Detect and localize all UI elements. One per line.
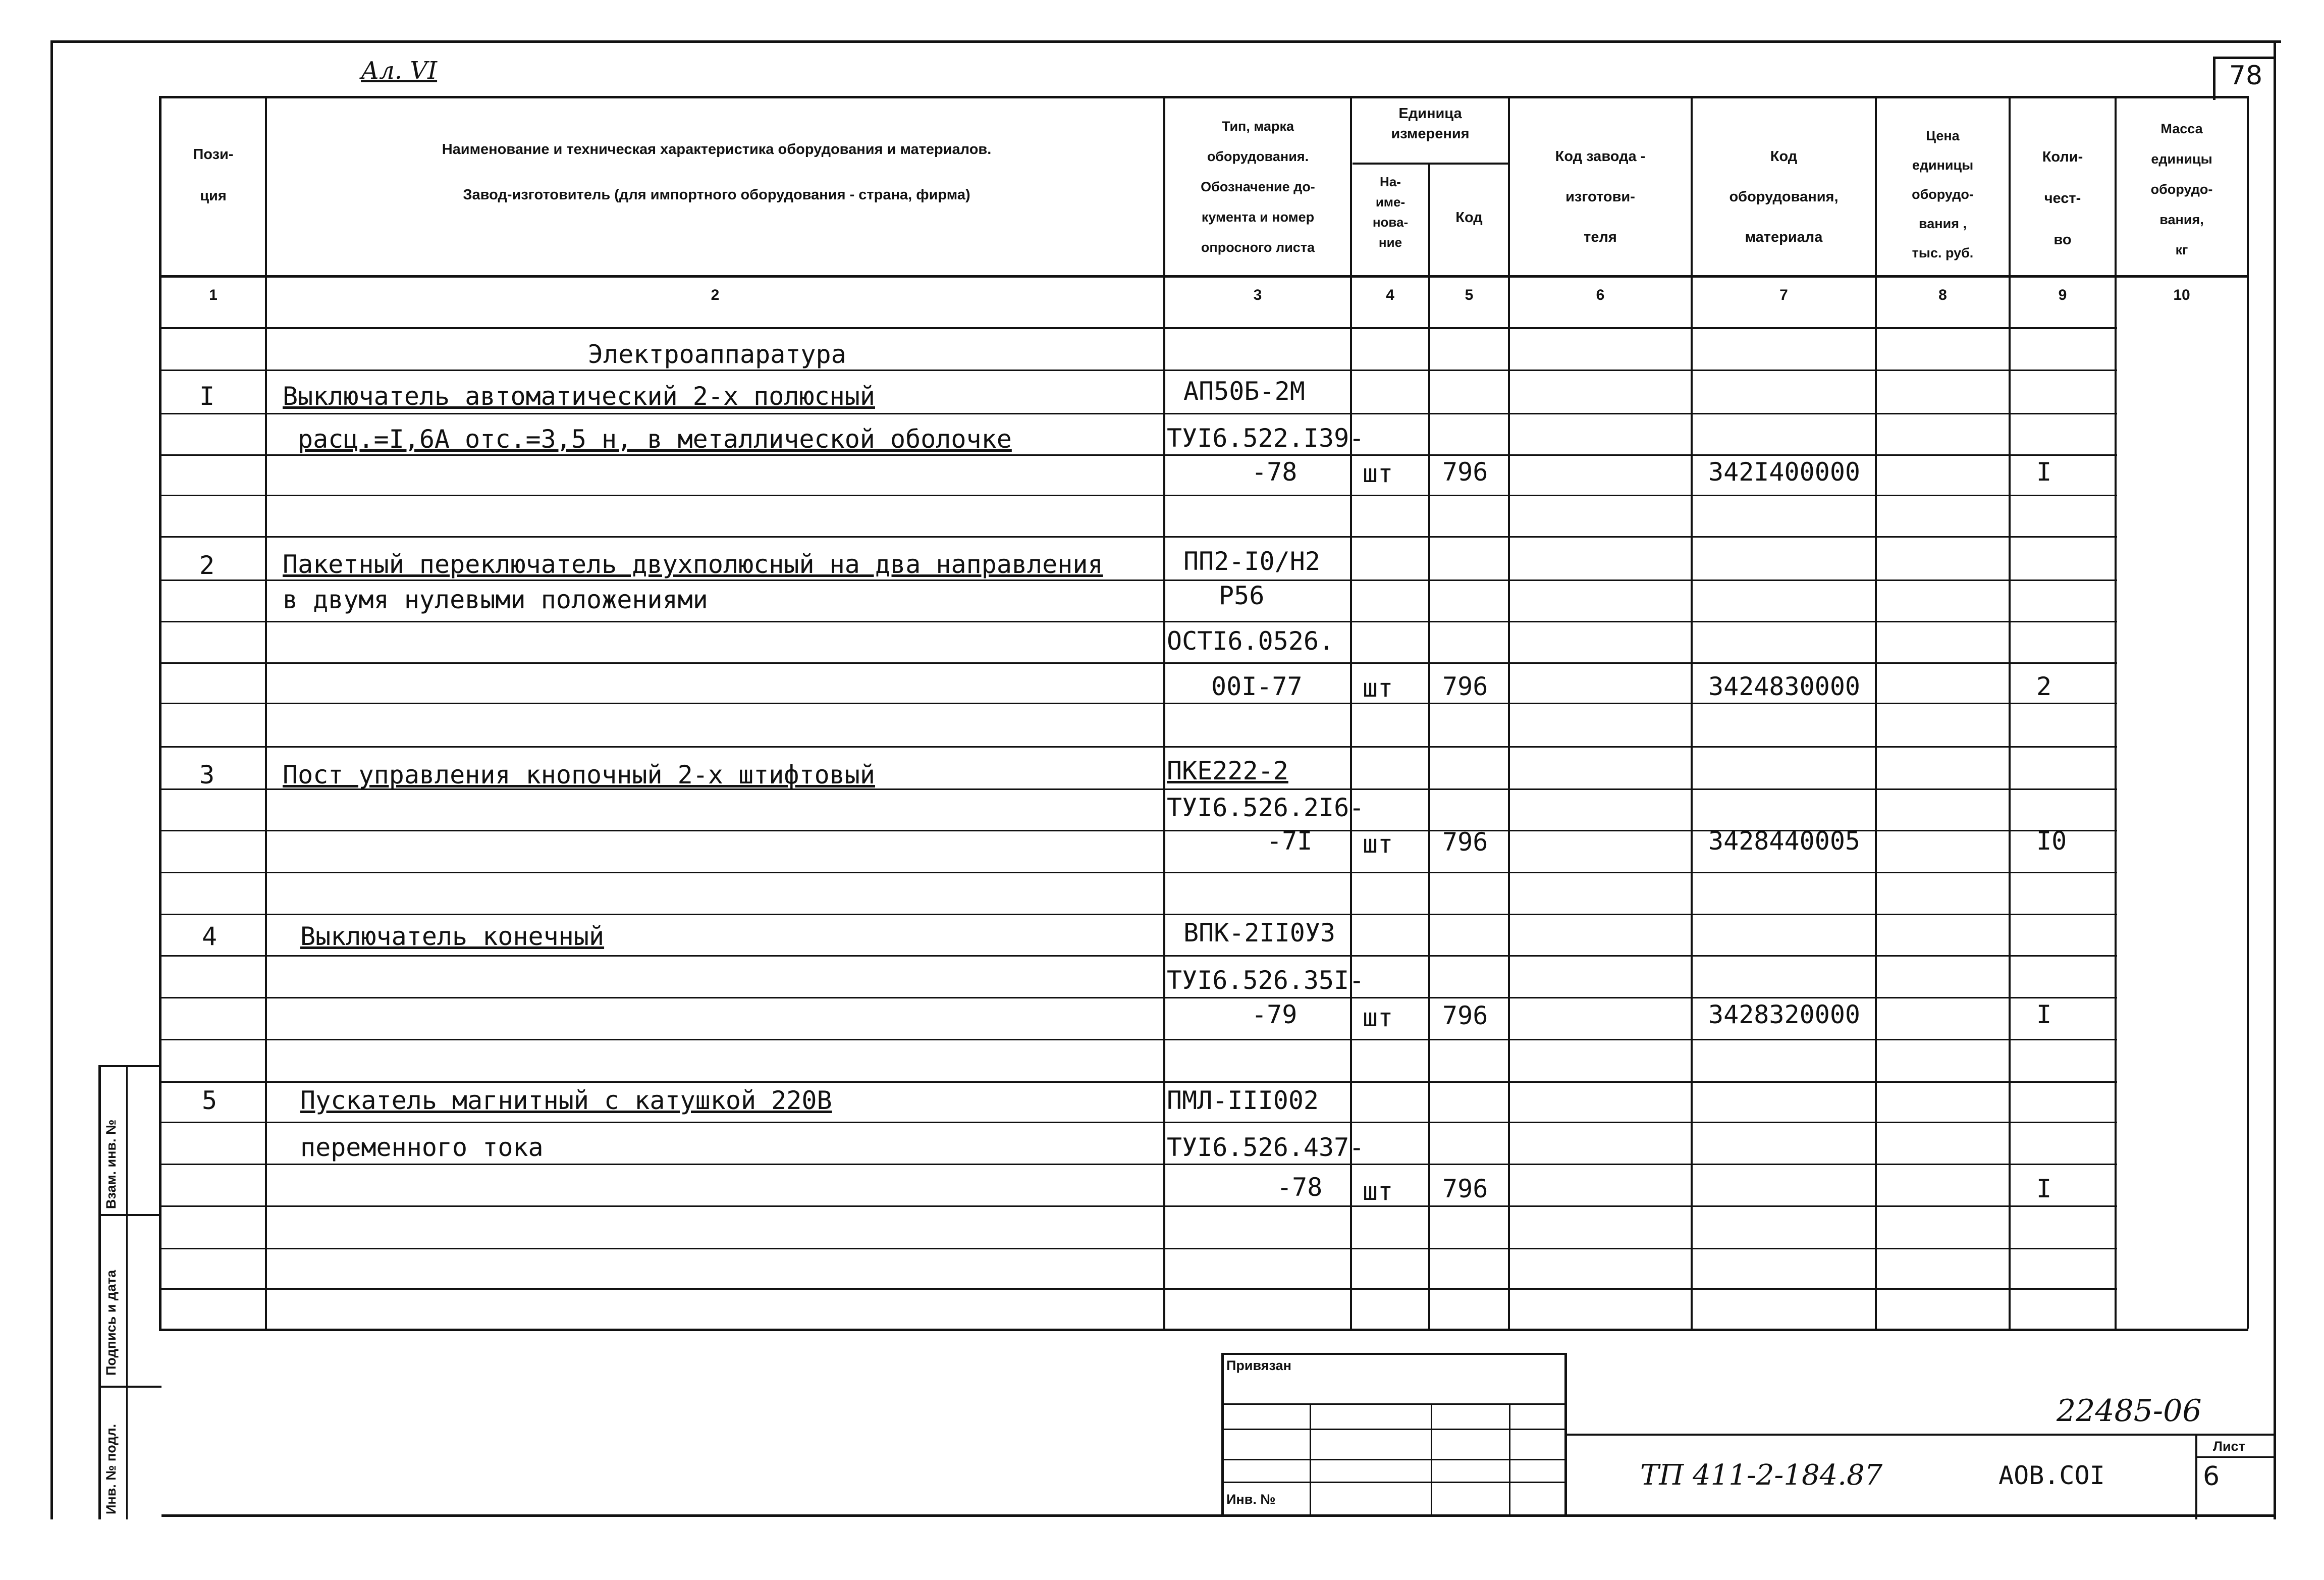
row-position: 5	[202, 1086, 218, 1115]
row-equipment-code: 3424830000	[1708, 672, 1861, 701]
list-number: 6	[2203, 1461, 2220, 1492]
column-number: 1	[209, 287, 218, 303]
row-type: ПП2-I0/Н2	[1183, 547, 1320, 576]
document-code: ТП 411-2-184.87	[1640, 1459, 1883, 1492]
row-name: Выключатель автоматический 2-х полюсный	[283, 382, 875, 411]
side-label-replacement-inventory: Взам. инв. №	[103, 1119, 119, 1209]
row-quantity: I	[2036, 457, 2052, 487]
row-quantity: I	[2036, 1174, 2052, 1203]
header-unit-code: Код	[1455, 209, 1483, 226]
header-quantity: Коли- чест- во	[2042, 149, 2083, 248]
row-equipment-code: 3428440005	[1708, 826, 1861, 856]
bound-label: Привязан	[1226, 1358, 1291, 1373]
header-unit-name: На- име- нова- ние	[1372, 174, 1409, 250]
row-type: -78	[1252, 457, 1298, 487]
header-name: Наименование и техническая характеристика оборудования и материалов. Завод-изготовитель (для импортного оборудования - страна, фирма)	[442, 141, 992, 203]
row-type: -7I	[1267, 826, 1313, 856]
row-unit: шт	[1363, 829, 1393, 859]
column-number: 10	[2173, 287, 2190, 303]
row-type: ПМЛ-III002	[1167, 1086, 1319, 1115]
row-type: ТУI6.522.I39-	[1167, 424, 1365, 453]
row-name: Пакетный переключатель двухполюсный на два направления	[283, 550, 1103, 579]
side-label-signature-date: Подпись и дата	[103, 1270, 119, 1376]
row-unit: шт	[1363, 673, 1393, 703]
row-unit-code: 796	[1442, 827, 1488, 857]
row-type: 00I-77	[1211, 672, 1303, 701]
row-position: 2	[199, 551, 215, 580]
row-name: Пост управления кнопочный 2-х штифтовый	[283, 760, 875, 789]
row-position: 4	[202, 922, 218, 951]
header-unit-group: Единица измерения	[1391, 106, 1470, 142]
row-name: Пускатель магнитный с катушкой 220В	[300, 1086, 832, 1115]
row-name: расц.=I,6А отс.=3,5 н, в металлической оболочке	[298, 425, 1012, 454]
header-unit-mass: Масса единицы оборудо- вания, кг	[2150, 121, 2213, 257]
column-number: 9	[2058, 287, 2067, 303]
row-unit-code: 796	[1442, 1174, 1488, 1203]
column-number: 2	[711, 287, 720, 303]
header-equipment-code: Код оборудования, материала	[1729, 148, 1839, 245]
page-number: 78	[2229, 61, 2263, 91]
row-type: ТУI6.526.35I-	[1167, 966, 1365, 995]
column-number: 8	[1938, 287, 1947, 303]
row-equipment-code: 3428320000	[1708, 1000, 1861, 1029]
header-position: Пози- ция	[193, 146, 234, 204]
column-number: 6	[1596, 287, 1605, 303]
list-label: Лист	[2213, 1439, 2245, 1454]
row-unit-code: 796	[1442, 1001, 1488, 1030]
column-number: 5	[1465, 287, 1474, 303]
row-quantity: I0	[2036, 826, 2067, 856]
row-name: Выключатель конечный	[300, 922, 605, 951]
header-unit-price: Цена единицы оборудо- вания , тыс. руб.	[1912, 128, 1974, 260]
row-type: ТУI6.526.2I6-	[1167, 793, 1365, 822]
row-type: -79	[1252, 1000, 1298, 1029]
row-type: Р56	[1219, 581, 1265, 610]
column-number: 3	[1253, 287, 1262, 303]
side-label-original-inventory: Инв. № подл.	[103, 1424, 119, 1514]
row-name: переменного тока	[300, 1133, 544, 1162]
stamp-number: 22485-06	[2057, 1393, 2202, 1429]
document-mark: АОВ.СОI	[1998, 1461, 2105, 1490]
row-unit: шт	[1363, 1003, 1393, 1032]
row-name: в двумя нулевыми положениями	[283, 585, 708, 614]
album-mark: Ал. VI	[361, 57, 438, 85]
row-unit-code: 796	[1442, 457, 1488, 487]
column-number: 4	[1386, 287, 1394, 303]
row-type: ОСТI6.0526.	[1167, 626, 1334, 656]
header-type: Тип, марка оборудования. Обозначение до- кумента и номер опросного листа	[1201, 119, 1315, 255]
row-type: ПКЕ222-2	[1167, 756, 1288, 785]
inventory-label: Инв. №	[1226, 1492, 1276, 1507]
section-title: Электроаппаратура	[588, 340, 846, 369]
row-unit-code: 796	[1442, 672, 1488, 701]
row-unit: шт	[1363, 459, 1393, 488]
row-position: 3	[199, 760, 215, 789]
row-type: АП50Б-2М	[1183, 377, 1305, 406]
row-equipment-code: 342I400000	[1708, 457, 1861, 487]
row-unit: шт	[1363, 1177, 1393, 1206]
row-position: I	[199, 382, 215, 411]
row-type: ТУI6.526.437-	[1167, 1133, 1365, 1162]
row-type: -78	[1277, 1173, 1323, 1202]
row-quantity: 2	[2036, 672, 2052, 701]
column-number: 7	[1779, 287, 1788, 303]
header-maker-code: Код завода - изготови- теля	[1555, 148, 1646, 245]
row-quantity: I	[2036, 1000, 2052, 1029]
row-type: ВПК-2II0У3	[1183, 918, 1336, 947]
